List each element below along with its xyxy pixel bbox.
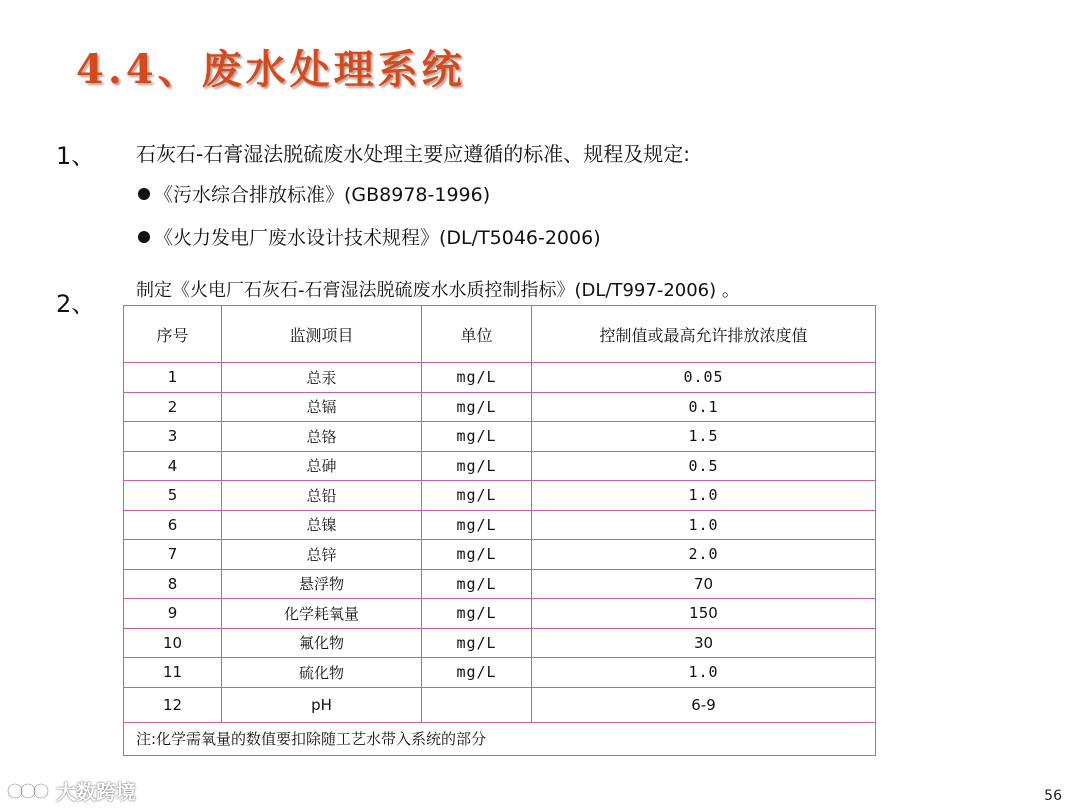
header-cell: 序号 — [124, 306, 222, 363]
limit-value-cell: 1.5 — [532, 422, 876, 452]
table-note: 注:化学需氧量的数值要扣除随工艺水带入系统的部分 — [124, 722, 876, 755]
limit-value-cell: 0.05 — [532, 363, 876, 393]
item-name-cell: 总砷 — [222, 451, 422, 481]
bullet-text: 《污水综合排放标准》(GB8978-1996) — [154, 184, 491, 206]
unit-cell: mg/L — [422, 540, 532, 570]
bullet-item — [138, 180, 490, 207]
item-name-cell: 硫化物 — [222, 658, 422, 688]
unit-cell: mg/L — [422, 451, 532, 481]
item-name-cell: pH — [222, 687, 422, 722]
table-row — [124, 658, 876, 688]
item-name-cell: 总汞 — [222, 363, 422, 393]
section-2-number: 2、 — [56, 290, 96, 318]
table-row — [124, 628, 876, 658]
limit-value-cell: 150 — [532, 599, 876, 629]
unit-cell: mg/L — [422, 569, 532, 599]
limit-value-cell: 1.0 — [532, 510, 876, 540]
watermark-logo-icon — [6, 780, 50, 802]
section-1-number: 1、 — [56, 142, 96, 170]
row-index-cell: 9 — [124, 599, 222, 629]
section-1-heading: 石灰石-石膏湿法脱硫废水处理主要应遵循的标准、规程及规定: — [136, 142, 690, 166]
row-index-cell: 8 — [124, 569, 222, 599]
limit-value-cell: 6-9 — [532, 687, 876, 722]
table-row — [124, 363, 876, 393]
header-cell: 单位 — [422, 306, 532, 363]
table-row — [124, 422, 876, 452]
item-name-cell: 总铬 — [222, 422, 422, 452]
item-name-cell: 化学耗氧量 — [222, 599, 422, 629]
unit-cell: mg/L — [422, 481, 532, 511]
watermark — [6, 776, 136, 805]
item-name-cell: 总锌 — [222, 540, 422, 570]
item-name-cell: 氟化物 — [222, 628, 422, 658]
page-number: 56 — [1044, 788, 1062, 804]
unit-cell: mg/L — [422, 628, 532, 658]
item-name-cell: 总铅 — [222, 481, 422, 511]
table-row — [124, 540, 876, 570]
unit-cell: mg/L — [422, 510, 532, 540]
item-name-cell: 总镉 — [222, 392, 422, 422]
standards-table — [123, 305, 876, 756]
item-name-cell: 悬浮物 — [222, 569, 422, 599]
limit-value-cell: 0.5 — [532, 451, 876, 481]
limit-value-cell: 1.0 — [532, 658, 876, 688]
table-row — [124, 569, 876, 599]
slide-title: 4.4、废水处理系统 — [76, 46, 466, 93]
unit-cell: mg/L — [422, 363, 532, 393]
limit-value-cell: 1.0 — [532, 481, 876, 511]
table-row — [124, 599, 876, 629]
row-index-cell: 10 — [124, 628, 222, 658]
section-2-text: 制定《火电厂石灰石-石膏湿法脱硫废水水质控制指标》(DL/T997-2006) 。 — [136, 280, 740, 301]
row-index-cell: 1 — [124, 363, 222, 393]
bullet-text: 《火力发电厂废水设计技术规程》(DL/T5046-2006) — [154, 227, 601, 249]
limit-value-cell: 2.0 — [532, 540, 876, 570]
row-index-cell: 4 — [124, 451, 222, 481]
bullet-dot-icon — [138, 188, 150, 200]
table-row — [124, 481, 876, 511]
bullet-item — [138, 223, 601, 250]
header-cell: 监测项目 — [222, 306, 422, 363]
row-index-cell: 5 — [124, 481, 222, 511]
unit-cell: mg/L — [422, 422, 532, 452]
item-name-cell: 总镍 — [222, 510, 422, 540]
limit-value-cell: 30 — [532, 628, 876, 658]
unit-cell: mg/L — [422, 658, 532, 688]
header-cell: 控制值或最高允许排放浓度值 — [532, 306, 876, 363]
row-index-cell: 11 — [124, 658, 222, 688]
table-header-row — [124, 306, 876, 363]
table-row — [124, 392, 876, 422]
row-index-cell: 12 — [124, 687, 222, 722]
table-note-row — [124, 722, 876, 755]
row-index-cell: 3 — [124, 422, 222, 452]
limit-value-cell: 0.1 — [532, 392, 876, 422]
row-index-cell: 6 — [124, 510, 222, 540]
unit-cell: mg/L — [422, 599, 532, 629]
row-index-cell: 7 — [124, 540, 222, 570]
table-row — [124, 687, 876, 722]
watermark-text: 大数跨境 — [56, 780, 136, 804]
limit-value-cell: 70 — [532, 569, 876, 599]
row-index-cell: 2 — [124, 392, 222, 422]
unit-cell — [422, 687, 532, 722]
unit-cell: mg/L — [422, 392, 532, 422]
bullet-dot-icon — [138, 231, 150, 243]
table-row — [124, 451, 876, 481]
table-row — [124, 510, 876, 540]
